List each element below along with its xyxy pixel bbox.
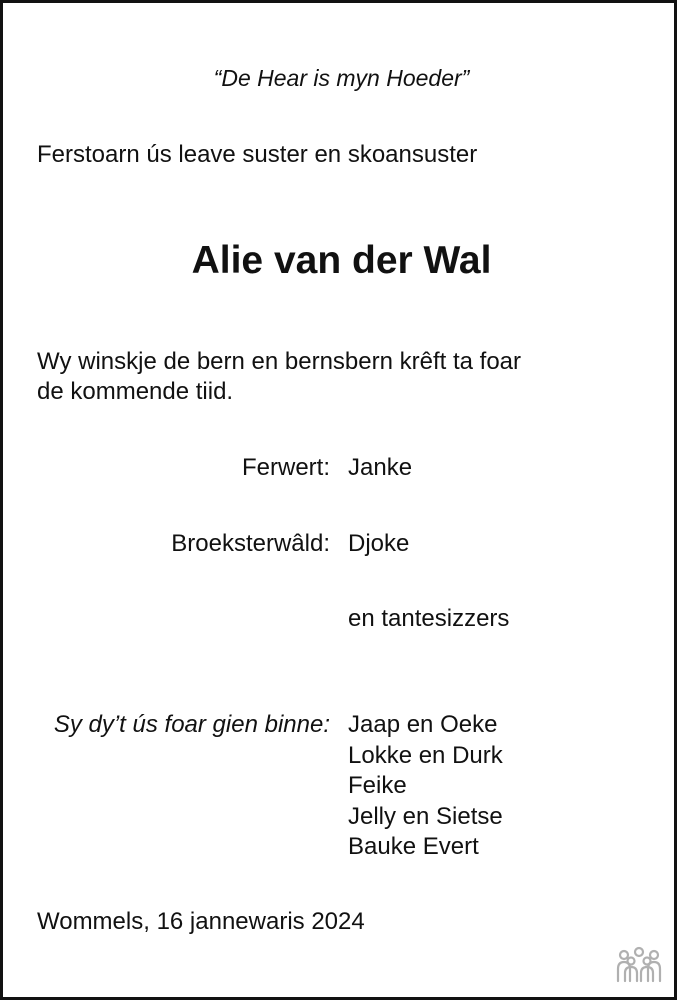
intro-text: Ferstoarn ús leave suster en skoansuster [37,141,478,168]
list-item: Jaap en Oeke [348,711,498,738]
list-item: Feike [348,772,407,799]
people-group-icon [614,945,664,985]
acknowledged-label: Sy dy’t ús foar gien binne: [53,711,330,738]
list-item: Lokke en Durk [348,741,503,769]
wish-line: de kommende tiid. [37,378,234,405]
wish-text [37,347,617,407]
relative-name: en tantesizzers [348,605,510,632]
place-date: Wommels, 16 jannewaris 2024 [37,908,365,935]
relative-name: Djoke [348,530,410,557]
deceased-name: Alie van der Wal [191,239,492,282]
relative-place-label: Ferwert: [241,454,330,481]
acknowledged-names [348,710,503,863]
relative-name: Janke [348,454,413,481]
relative-place-label: Broeksterwâld: [171,530,330,557]
list-item: Bauke Evert [348,833,479,860]
list-item: Jelly en Sietse [348,802,503,830]
quote: “De Hear is myn Hoeder” [213,65,470,91]
wish-line: Wy winskje de bern en bernsbern krêft ta foar [37,348,522,375]
